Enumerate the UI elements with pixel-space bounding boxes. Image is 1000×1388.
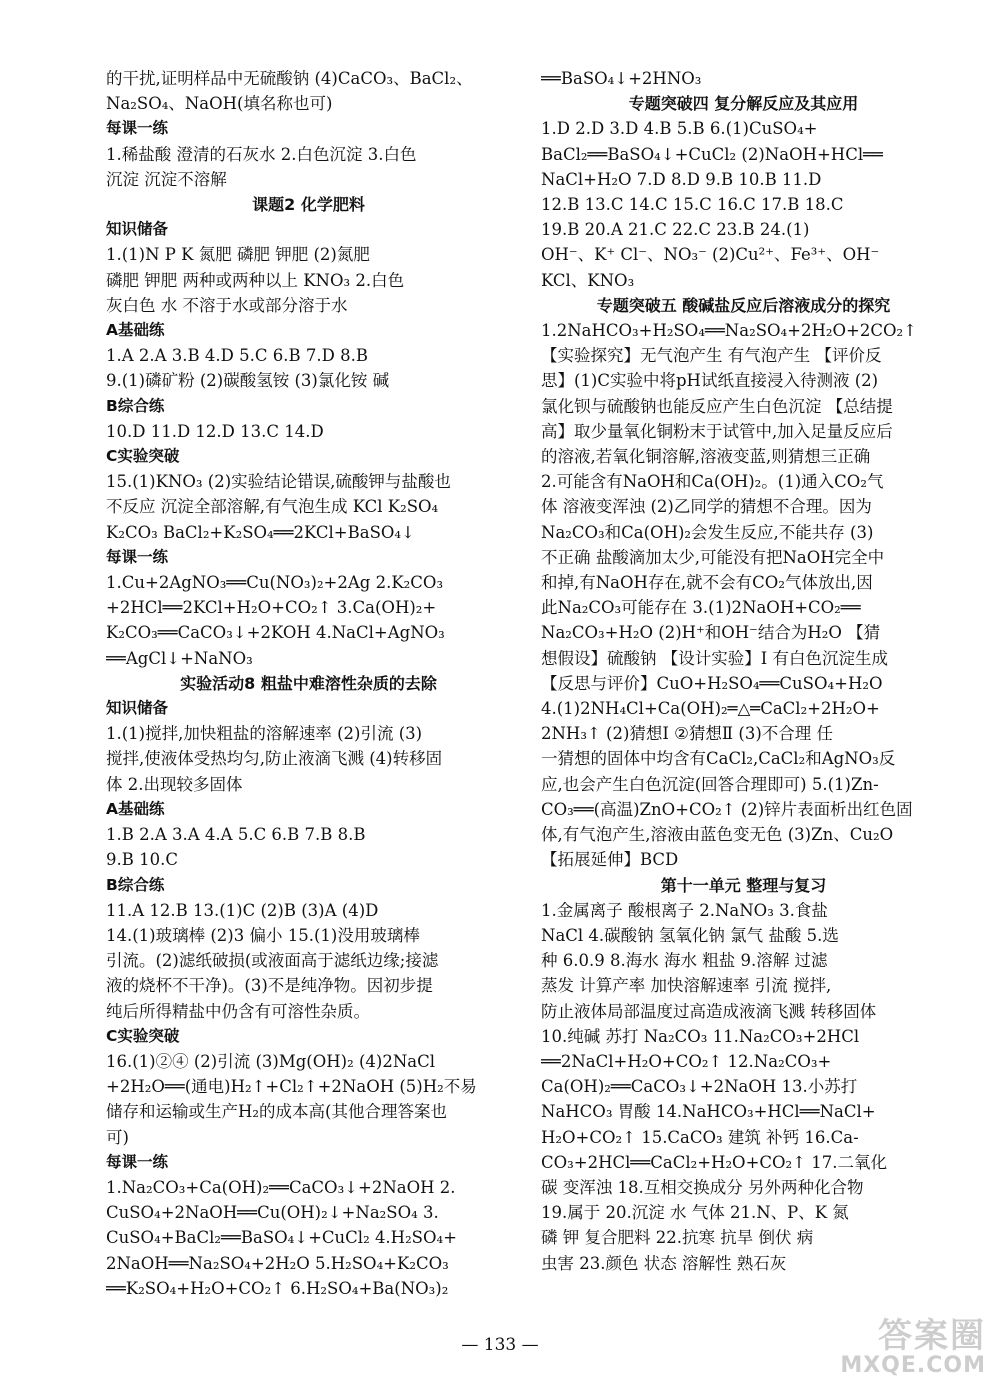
answer-line: 14.(1)玻璃棒 (2)3 偏小 15.(1)没用玻璃棒 — [106, 925, 420, 945]
answer-line: 16.(1)②④ (2)引流 (3)Mg(OH)₂ (4)2NaCl — [106, 1051, 436, 1071]
answer-line: Ca(OH)₂══CaCO₃↓+2NaOH 13.小苏打 — [541, 1077, 858, 1097]
subsection-label: 每课一练 — [106, 547, 169, 566]
subsection-label: 每课一练 — [106, 119, 169, 138]
answer-line: Na₂CO₃+H₂O (2)H⁺和OH⁻结合为H₂O 【猜 — [541, 623, 881, 643]
watermark-logo — [806, 1316, 986, 1378]
section-heading: 专题突破五 酸碱盐反应后溶液成分的探究 — [596, 295, 891, 315]
section-heading: 课题2 化学肥料 — [252, 195, 365, 215]
answer-line: 1.(1)N P K 氮肥 磷肥 钾肥 (2)氮肥 — [106, 245, 370, 265]
answer-line: 沉淀 沉淀不溶解 — [106, 169, 227, 189]
answer-line: Na₂SO₄、NaOH(填名称也可) — [106, 94, 333, 114]
answer-line: CO₃══(高温)ZnO+CO₂↑ (2)锌片表面析出红色固 — [541, 799, 913, 819]
subsection-label: C实验突破 — [106, 447, 180, 466]
answer-line: 一猜想的固体中均含有CaCl₂,CaCl₂和AgNO₃反 — [541, 749, 896, 769]
subsection-label: C实验突破 — [106, 1026, 180, 1045]
subsection-label: B综合练 — [106, 875, 165, 894]
answer-line: 引流。(2)滤纸破损(或液面高于滤纸边缘;接滤 — [106, 951, 439, 971]
answer-line: 储存和运输或生产H₂的成本高(其他合理答案也 — [106, 1102, 447, 1122]
answer-line: 高】取少量氧化铜粉末于试管中,加入足量反应后 — [541, 421, 893, 441]
answer-line: 磷肥 钾肥 两种或两种以上 KNO₃ 2.白色 — [106, 270, 405, 290]
subsection-label: A基础练 — [106, 321, 165, 340]
answer-line: 思】(1)C实验中将pH试纸直接浸入待测液 (2) — [541, 371, 879, 391]
answer-line: 19.B 20.A 21.C 22.C 23.B 24.(1) — [541, 220, 810, 240]
answer-line: ══AgCl↓+NaNO₃ — [106, 648, 253, 668]
answer-line: 体 2.出现较多固体 — [106, 774, 243, 794]
answer-line: 1.2NaHCO₃+H₂SO₄══Na₂SO₄+2H₂O+2CO₂↑ — [541, 321, 917, 341]
answer-line: 【实验探究】无气泡产生 有气泡产生 【评价反 — [541, 346, 882, 366]
watermark-cn: 答案圈 — [878, 1316, 986, 1356]
answer-line: 的干扰,证明样品中无硫酸钠 (4)CaCO₃、BaCl₂、 — [106, 69, 473, 88]
answer-line: 防止液体局部温度过高造成液滴飞溅 转移固体 — [541, 1001, 877, 1021]
answer-line: 2NH₃↑ (2)猜想Ⅰ ②猜想Ⅱ (3)不合理 任 — [541, 724, 834, 744]
subsection-label: 每课一练 — [106, 1152, 169, 1171]
answer-line: 9.(1)磷矿粉 (2)碳酸氢铵 (3)氯化铵 碱 — [106, 371, 390, 391]
subsection-label: 知识储备 — [106, 699, 169, 718]
section-heading: 第十一单元 整理与复习 — [660, 875, 827, 895]
answer-line: 氯化钡与硫酸钠也能反应产生白色沉淀 【总结提 — [541, 396, 893, 416]
answer-line: 蒸发 计算产率 加快溶解速率 引流 搅拌, — [541, 976, 832, 996]
answer-line: 15.(1)KNO₃ (2)实验结论错误,硫酸钾与盐酸也 — [106, 472, 451, 492]
answer-line: NaCl+H₂O 7.D 8.D 9.B 10.B 11.D — [541, 169, 822, 189]
right-column — [541, 66, 946, 1276]
answer-line: ══2NaCl+H₂O+CO₂↑ 12.Na₂CO₃+ — [541, 1051, 832, 1071]
answer-line: 种 6.0.9 8.海水 海水 粗盐 9.溶解 过滤 — [541, 951, 828, 971]
answer-line: 虫害 23.颜色 状态 溶解性 熟石灰 — [541, 1253, 787, 1273]
answer-line: 应,也会产生白色沉淀(回答合理即可) 5.(1)Zn- — [541, 774, 879, 794]
section-heading: 实验活动8 粗盐中难溶性杂质的去除 — [180, 673, 437, 693]
answer-line: 体,有气泡产生,溶液由蓝色变无色 (3)Zn、Cu₂O — [541, 825, 894, 845]
answer-line: KCl、KNO₃ — [541, 270, 635, 290]
subsection-label: B综合练 — [106, 396, 165, 415]
answer-line: 2.可能含有NaOH和Ca(OH)₂。(1)通入CO₂气 — [541, 472, 884, 492]
answer-line: 1.稀盐酸 澄清的石灰水 2.白色沉淀 3.白色 — [106, 144, 417, 164]
answer-line: 灰白色 水 不溶于水或部分溶于水 — [106, 295, 348, 315]
answer-line: ══BaSO₄↓+2HNO₃ — [541, 69, 702, 88]
answer-line: 不正确 盐酸滴加太少,可能没有把NaOH完全中 — [541, 547, 885, 567]
answer-line: NaCl 4.碳酸钠 氢氧化钠 氯气 盐酸 5.选 — [541, 925, 839, 945]
answer-line: +2H₂O══(通电)H₂↑+Cl₂↑+2NaOH (5)H₂不易 — [106, 1077, 477, 1097]
answer-line: 11.A 12.B 13.(1)C (2)B (3)A (4)D — [106, 900, 379, 920]
answer-line: ══K₂SO₄+H₂O+CO₂↑ 6.H₂SO₄+Ba(NO₃)₂ — [106, 1278, 449, 1298]
answer-line: 可) — [106, 1127, 129, 1147]
answer-line: 1.A 2.A 3.B 4.D 5.C 6.B 7.D 8.B — [106, 346, 368, 366]
answer-line: 1.B 2.A 3.A 4.A 5.C 6.B 7.B 8.B — [106, 825, 366, 845]
left-column — [106, 66, 511, 1301]
answer-line: CuSO₄+2NaOH══Cu(OH)₂↓+Na₂SO₄ 3. — [106, 1203, 439, 1223]
answer-line: 12.B 13.C 14.C 15.C 16.C 17.B 18.C — [541, 195, 844, 215]
answer-line: 液的烧杯不干净)。(3)不是纯净物。因初步提 — [106, 976, 433, 996]
subsection-label: A基础练 — [106, 799, 165, 818]
answer-line: H₂O+CO₂↑ 15.CaCO₃ 建筑 补钙 16.Ca- — [541, 1127, 859, 1147]
answer-line: 纯后所得精盐中仍含有可溶性杂质。 — [106, 1001, 370, 1021]
answer-line: 10.D 11.D 12.D 13.C 14.D — [106, 421, 324, 441]
subsection-label: 知识储备 — [106, 220, 169, 239]
answer-line: 1.D 2.D 3.D 4.B 5.B 6.(1)CuSO₄+ — [541, 119, 818, 139]
answer-line: 9.B 10.C — [106, 850, 178, 870]
answer-line: K₂CO₃══CaCO₃↓+2KOH 4.NaCl+AgNO₃ — [106, 623, 445, 643]
watermark-en: MXQE.COM — [840, 1353, 986, 1378]
answer-line: BaCl₂══BaSO₄↓+CuCl₂ (2)NaOH+HCl══ — [541, 144, 883, 164]
answer-line: 想假设】硫酸钠 【设计实验】Ⅰ 有白色沉淀生成 — [541, 648, 889, 668]
section-heading: 专题突破四 复分解反应及其应用 — [628, 94, 859, 114]
answer-line: 1.(1)搅拌,加快粗盐的溶解速率 (2)引流 (3) — [106, 724, 423, 744]
answer-line: 此Na₂CO₃可能存在 3.(1)2NaOH+CO₂══ — [541, 598, 861, 618]
answer-line: 【反思与评价】CuO+H₂SO₄══CuSO₄+H₂O — [541, 673, 883, 693]
answer-line: 不反应 沉淀全部溶解,有气泡生成 KCl K₂SO₄ — [106, 497, 439, 517]
answer-line: 10.纯碱 苏打 Na₂CO₃ 11.Na₂CO₃+2HCl — [541, 1026, 860, 1046]
answer-line: 碳 变浑浊 18.互相交换成分 另外两种化合物 — [541, 1177, 864, 1197]
answer-line: 19.属于 20.沉淀 水 气体 21.N、P、K 氮 — [541, 1203, 849, 1223]
answer-line: K₂CO₃ BaCl₂+K₂SO₄══2KCl+BaSO₄↓ — [106, 522, 415, 542]
answer-line: 1.金属离子 酸根离子 2.NaNO₃ 3.食盐 — [541, 900, 828, 920]
answer-line: 【拓展延伸】BCD — [541, 850, 679, 870]
answer-line: 磷 钾 复合肥料 22.抗寒 抗旱 倒伏 病 — [541, 1228, 814, 1248]
answer-line: 体 溶液变浑浊 (2)乙同学的猜想不合理。因为 — [541, 497, 872, 517]
answer-line: Na₂CO₃和Ca(OH)₂会发生反应,不能共存 (3) — [541, 522, 874, 542]
answer-line: 4.(1)2NH₄Cl+Ca(OH)₂═△═CaCl₂+2H₂O+ — [541, 699, 880, 719]
page-number: — 133 — — [461, 1335, 539, 1355]
answer-line: 1.Na₂CO₃+Ca(OH)₂══CaCO₃↓+2NaOH 2. — [106, 1177, 456, 1197]
answer-line: CO₃+2HCl══CaCl₂+H₂O+CO₂↑ 17.二氧化 — [541, 1152, 887, 1172]
answer-line: 1.Cu+2AgNO₃══Cu(NO₃)₂+2Ag 2.K₂CO₃ — [106, 573, 444, 593]
answer-line: CuSO₄+BaCl₂══BaSO₄↓+CuCl₂ 4.H₂SO₄+ — [106, 1228, 457, 1248]
answer-line: 的溶液,若氧化铜溶解,溶液变蓝,则猜想三正确 — [541, 447, 871, 467]
answer-line: 和掉,有NaOH存在,就不会有CO₂气体放出,因 — [541, 573, 873, 593]
answer-line: 2NaOH══Na₂SO₄+2H₂O 5.H₂SO₄+K₂CO₃ — [106, 1253, 449, 1273]
answer-line: OH⁻、K⁺ Cl⁻、NO₃⁻ (2)Cu²⁺、Fe³⁺、OH⁻ — [541, 245, 880, 265]
answer-line: 搅拌,使液体受热均匀,防止液滴飞溅 (4)转移固 — [106, 749, 443, 769]
answer-line: +2HCl══2KCl+H₂O+CO₂↑ 3.Ca(OH)₂+ — [106, 598, 437, 618]
answer-line: NaHCO₃ 胃酸 14.NaHCO₃+HCl══NaCl+ — [541, 1102, 876, 1122]
